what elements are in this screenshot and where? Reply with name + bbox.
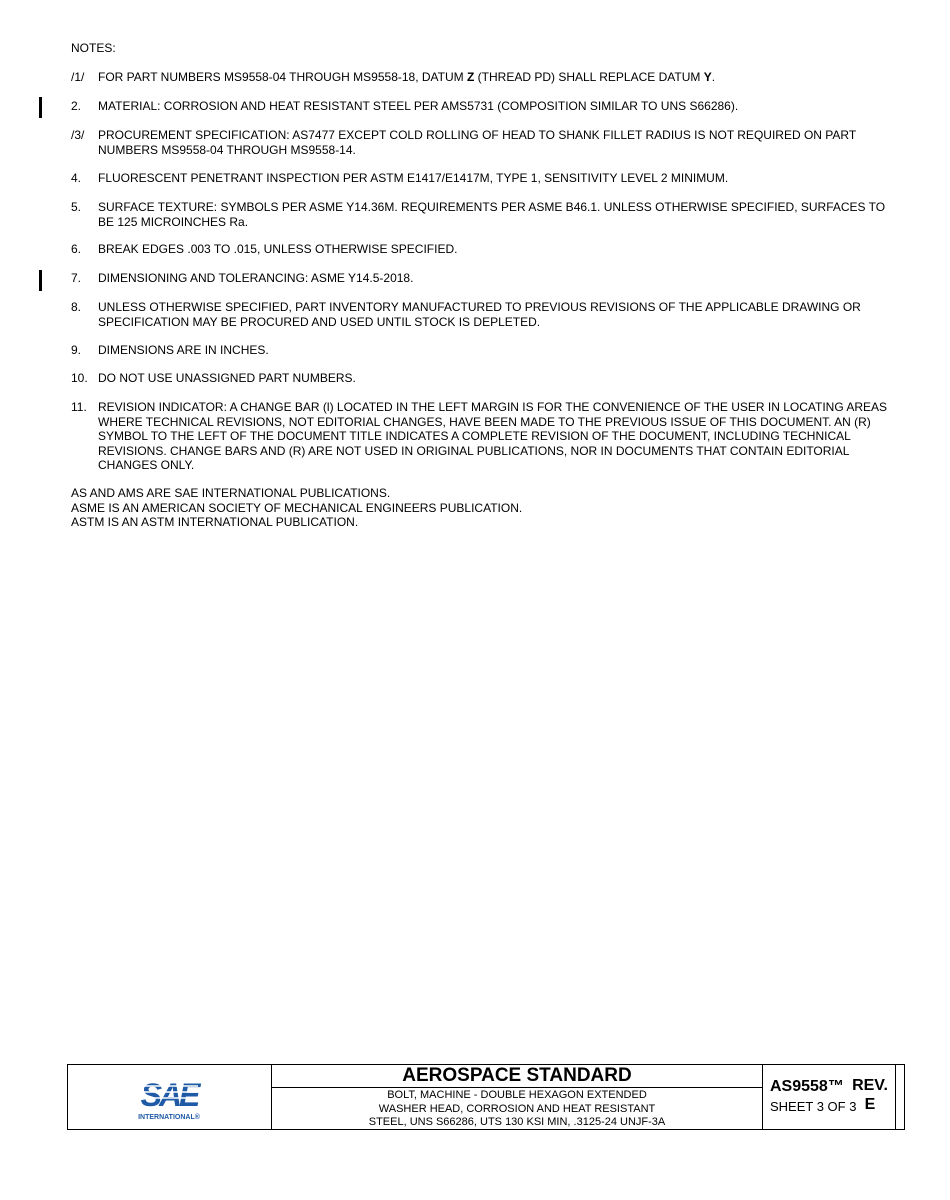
note-text: UNLESS OTHERWISE SPECIFIED, PART INVENTORY MANUFACTURED TO PREVIOUS REVISIONS OF THE APPLICABLE DRAWING OR SPECIFICATION MAY BE PROCURED AND USED UNTIL STOCK IS DEPLETED. <box>98 300 861 329</box>
note-1 <box>71 70 901 85</box>
document-number: AS9558™ <box>770 1078 844 1095</box>
publication-line: AS AND AMS ARE SAE INTERNATIONAL PUBLICATIONS. <box>71 486 391 500</box>
notes-heading: NOTES: <box>71 41 116 55</box>
note-text: PROCUREMENT SPECIFICATION: AS7477 EXCEPT COLD ROLLING OF HEAD TO SHANK FILLET RADIUS IS NOT REQUIRED ON PART NUMBERS MS9558-04 THROUGH MS9558-14. <box>98 128 856 157</box>
note-text: BREAK EDGES .003 TO .015, UNLESS OTHERWISE SPECIFIED. <box>98 242 458 256</box>
publication-line: ASTM IS AN ASTM INTERNATIONAL PUBLICATION. <box>71 515 359 529</box>
note-7 <box>71 271 901 286</box>
standard-title: AEROSPACE STANDARD <box>272 1065 762 1088</box>
note-10 <box>71 371 901 386</box>
sae-logo-icon <box>134 1076 204 1122</box>
note-number: 4. <box>71 171 82 185</box>
logo-cell <box>68 1065 272 1129</box>
part-description <box>272 1088 762 1130</box>
revision-label: REV. <box>852 1077 888 1094</box>
note-text: REVISION INDICATOR: A CHANGE BAR (l) LOCATED IN THE LEFT MARGIN IS FOR THE CONVENIENCE OF THE USER IN LOCATING AREAS WHERE TECHNICAL REVISIONS, NOT EDITORIAL CHANGES, HAVE BEEN MADE TO THE PREVIOUS ISSUE OF THIS DOCUMENT. AN (R) SYMBOL TO THE LEFT OF THE DOCUMENT TITLE INDICATES A COMPLETE REVISION OF THE DOCUMENT, INCLUDING TECHNICAL REVISIONS. CHANGE BARS AND (R) ARE NOT USED IN ORIGINAL PUBLICATIONS, NOR IN DOCUMENTS THAT CONTAIN EDITORIAL CHANGES ONLY. <box>98 400 888 472</box>
note-number: 10. <box>71 371 88 385</box>
publication-line: ASME IS AN AMERICAN SOCIETY OF MECHANICAL ENGINEERS PUBLICATION. <box>71 500 523 515</box>
datum-y-label: Y <box>703 70 712 84</box>
note-text: FOR PART NUMBERS MS9558-04 THROUGH MS9558-18, DATUM Z (THREAD PD) SHALL REPLACE DATUM Y. <box>98 70 716 84</box>
note-3 <box>71 128 901 157</box>
logo-text: SAE <box>140 1077 198 1113</box>
note-number: 6. <box>71 242 82 256</box>
title-cell <box>272 1065 763 1129</box>
description-line: STEEL, UNS S66286, UTS 130 KSI MIN, .3125-24 UNJF-3A <box>368 1116 666 1128</box>
note-6 <box>71 242 901 257</box>
note-text: FLUORESCENT PENETRANT INSPECTION PER ASTM E1417/E1417M, TYPE 1, SENSITIVITY LEVEL 2 MINIMUM. <box>98 171 729 185</box>
note-text: DO NOT USE UNASSIGNED PART NUMBERS. <box>98 371 356 385</box>
note-number: 5. <box>71 200 82 214</box>
note-text: DIMENSIONING AND TOLERANCING: ASME Y14.5-2018. <box>98 271 414 285</box>
datum-z-label: Z <box>466 70 475 84</box>
change-bar-note-2 <box>39 97 42 118</box>
publications-list <box>71 486 522 530</box>
note-11 <box>71 400 901 473</box>
description-line: BOLT, MACHINE - DOUBLE HEXAGON EXTENDED <box>387 1089 647 1101</box>
note-8 <box>71 300 901 329</box>
revision-value: E <box>864 1096 876 1113</box>
change-bar-note-7 <box>39 270 42 291</box>
note-number: /1/ <box>71 70 85 84</box>
logo-subtext: INTERNATIONAL® <box>138 1114 200 1121</box>
note-text: SURFACE TEXTURE: SYMBOLS PER ASME Y14.36M. REQUIREMENTS PER ASME B46.1. UNLESS OTHERWISE SPECIFIED, SURFACES TO BE 125 MICROINCHES Ra. <box>98 200 886 229</box>
description-line: WASHER HEAD, CORROSION AND HEAT RESISTANT <box>378 1102 656 1115</box>
note-5 <box>71 200 901 229</box>
note-number: 8. <box>71 300 82 314</box>
title-block <box>67 1064 905 1130</box>
note-9 <box>71 343 901 358</box>
note-number: 9. <box>71 343 82 357</box>
note-text: DIMENSIONS ARE IN INCHES. <box>98 343 269 357</box>
note-number: 7. <box>71 271 82 285</box>
note-number: /3/ <box>71 128 85 142</box>
note-number: 2. <box>71 99 82 113</box>
note-text: MATERIAL: CORROSION AND HEAT RESISTANT STEEL PER AMS5731 (COMPOSITION SIMILAR TO UNS S66286). <box>98 99 739 113</box>
note-4 <box>71 171 901 186</box>
revision-cell <box>836 1065 904 1129</box>
sheet-number: SHEET 3 OF 3 <box>770 1099 857 1114</box>
note-number: 11. <box>71 400 87 414</box>
note-2 <box>71 99 901 114</box>
